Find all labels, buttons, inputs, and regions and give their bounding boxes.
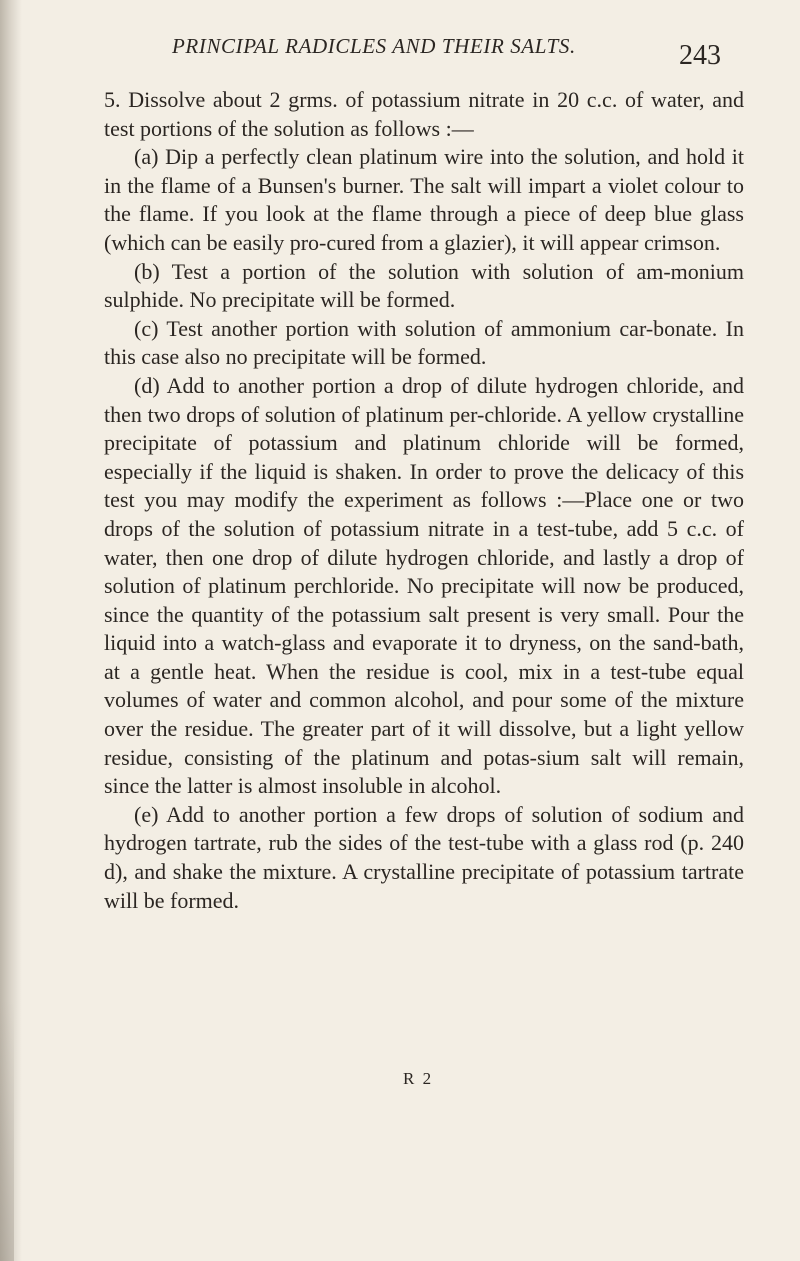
page-spine-shadow — [0, 1000, 14, 1261]
paragraph-d: (d) Add to another portion a drop of dilute hydrogen chloride, and then two drops of solution of platinum per-chloride. A yellow crystalline precipitate of potassium and platinum chloride will be formed, especially if the liquid is shaken. In order to prove the delicacy of this test you may modify the experiment as follows :—Place one or two drops of the solution of potassium nitrate in a test-tube, add 5 c.c. of water, then one drop of dilute hydrogen chloride, and lastly a drop of solution of platinum perchloride. No precipitate will now be produced, since the quantity of the potassium salt present is very small. Pour the liquid into a watch-glass and evaporate it to dryness, on the sand-bath, at a gentle heat. When the residue is cool, mix in a test-tube equal volumes of water and common alcohol, and pour some of the mixture over the residue. The greater part of it will dissolve, but a light yellow residue, consisting of the platinum and potas-sium salt will remain, since the latter is almost insoluble in alcohol. — [104, 372, 744, 799]
paragraph-e: (e) Add to another portion a few drops of solution of sodium and hydrogen tartrate, rub the sides of the test-tube with a glass rod (p. 240 d), and shake the mixture. A crystalline precipitate of potassium tartrate will be formed. — [104, 801, 744, 913]
paragraph-b: (b) Test a portion of the solution with solution of am-monium sulphide. No precipitate will be formed. — [104, 258, 744, 313]
paragraph-c: (c) Test another portion with solution of ammonium car-bonate. In this case also no precipitate will be formed. — [104, 315, 744, 370]
body-text — [104, 86, 744, 915]
signature-mark: R 2 — [403, 1069, 434, 1088]
paragraph-a: (a) Dip a perfectly clean platinum wire into the solution, and hold it in the flame of a Bunsen's burner. The salt will impart a violet colour to the flame. If you look at the flame through a piece of deep blue glass (which can be easily pro-cured from a glazier), it will appear crimson. — [104, 144, 744, 255]
page-number: 243 — [679, 40, 721, 71]
running-header: PRINCIPAL RADICLES AND THEIR SALTS. — [172, 34, 576, 58]
paragraph-5: 5. Dissolve about 2 grms. of potassium nitrate in 20 c.c. of water, and test portions of the solution as follows :— — [104, 87, 744, 141]
